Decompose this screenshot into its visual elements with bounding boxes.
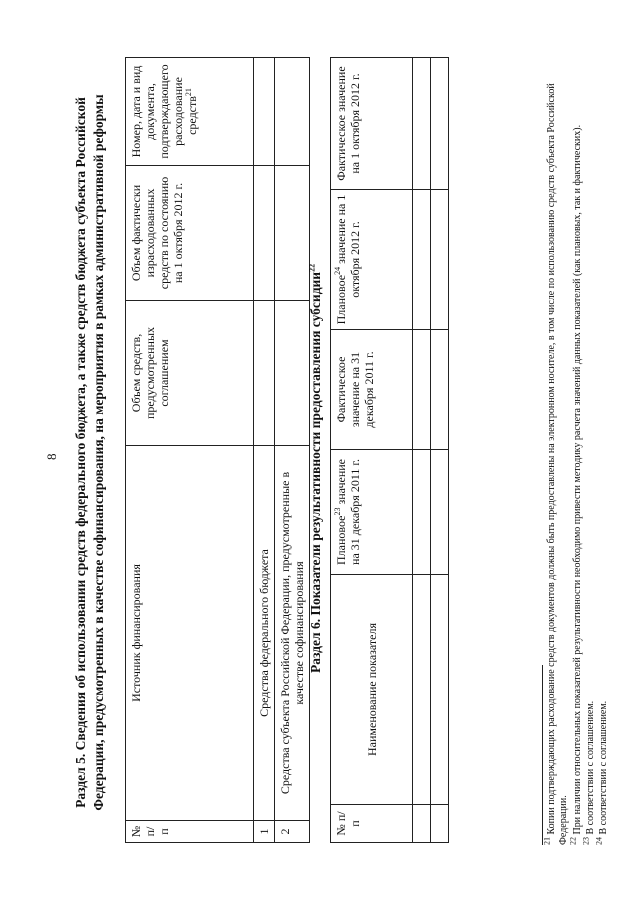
footnote-24 <box>594 45 610 845</box>
section5-header-row <box>126 58 254 843</box>
footnote-22-text: При наличии относительных показателей результативности необходимо привести методику расчета значений данных показателей (как плановых, так и фактических). <box>572 124 583 835</box>
s6-header-fact2012: Фактическое значение на 1 октября 2012 г. <box>331 58 413 190</box>
footnote-21-mark: 21 <box>542 837 552 845</box>
s6-header-plan2011 <box>331 450 413 575</box>
table-row <box>413 58 431 843</box>
empty-cell <box>413 330 431 450</box>
footnote-23-mark: 23 <box>581 837 591 845</box>
footnote-24-mark: 24 <box>594 837 604 845</box>
row2-doc <box>275 58 310 166</box>
empty-cell <box>431 805 449 843</box>
empty-cell <box>431 330 449 450</box>
plan2011-b: значение на 31 декабря 2011 г. <box>334 459 362 565</box>
footnote-22-mark: 22 <box>568 837 578 845</box>
row2-source: Средства субъекта Российской Федерации, предусмотренные в качестве софинансирования <box>275 446 310 821</box>
row2-num: 2 <box>275 821 310 843</box>
row1-num: 1 <box>254 821 275 843</box>
footnote-ref-21: 21 <box>184 88 193 97</box>
plan2012-a: Плановое <box>334 274 348 325</box>
empty-cell <box>431 575 449 805</box>
header-spent: Объем фактически израсходованных средств по состоянию на 1 октября 2012 г. <box>126 166 254 301</box>
row2-spent <box>275 166 310 301</box>
header-doc-text: Номер, дата и вид документа, подтверждающего расходование средств <box>129 64 199 159</box>
table-row <box>254 58 275 843</box>
plan2011-a: Плановое <box>334 515 348 566</box>
empty-cell <box>431 190 449 330</box>
section6-header-row <box>331 58 413 843</box>
empty-cell <box>413 58 431 190</box>
header-source: Источник финансирования <box>126 446 254 821</box>
header-doc <box>126 58 254 166</box>
empty-cell <box>431 450 449 575</box>
empty-cell <box>413 190 431 330</box>
section5-title-line2: Федерации, предусмотренных в качестве софинансирования, на мероприятия в рамках административной реформы <box>91 94 106 811</box>
header-num: № п/п <box>126 821 254 843</box>
s6-header-num: № п/п <box>331 805 413 843</box>
s6-header-name: Наименование показателя <box>331 575 413 805</box>
section6-title-text: Раздел 6. Показатели результативности предоставления субсидии <box>308 271 323 673</box>
row1-planned <box>254 301 275 446</box>
empty-cell <box>413 805 431 843</box>
s6-header-plan2012 <box>331 190 413 330</box>
footnote-23 <box>581 45 597 845</box>
footnote-24-text: В соответствии с соглашением. <box>598 700 609 835</box>
footnote-22 <box>568 45 584 845</box>
plan2012-b: значение на 1 октября 2012 г. <box>334 194 362 298</box>
footnote-23-text: В соответствии с соглашением. <box>585 700 596 835</box>
footnote-ref-24: 24 <box>333 266 342 275</box>
footnote-ref-23: 23 <box>333 507 342 516</box>
empty-cell <box>413 450 431 575</box>
empty-cell <box>413 575 431 805</box>
empty-cell <box>431 58 449 190</box>
footnote-21-text: Копии подтверждающих расходование средств документов должны быть предоставлены на электронном носителе, в том числе по использованию средств субъекта Российской Федерации. <box>546 83 569 845</box>
footnote-21 <box>542 45 570 845</box>
section6-table <box>330 57 449 843</box>
footnote-separator <box>542 665 543 845</box>
header-planned: Объем средств, предусмотренных соглашением <box>126 301 254 446</box>
section6-title <box>308 264 324 673</box>
row2-planned <box>275 301 310 446</box>
row1-spent <box>254 166 275 301</box>
row1-doc <box>254 58 275 166</box>
s6-header-fact2011: Фактическое значение на 31 декабря 2011 г. <box>331 330 413 450</box>
footnote-ref-22: 22 <box>307 263 317 272</box>
table-row <box>275 58 310 843</box>
section5-table <box>125 57 310 843</box>
row1-source: Средства федерального бюджета <box>254 446 275 821</box>
section5-title-line1: Раздел 5. Сведения об использовании средств федерального бюджета, а также средств бюджета субъекта Российской <box>73 97 88 808</box>
table-row <box>431 58 449 843</box>
page-number: 8 <box>44 453 59 460</box>
